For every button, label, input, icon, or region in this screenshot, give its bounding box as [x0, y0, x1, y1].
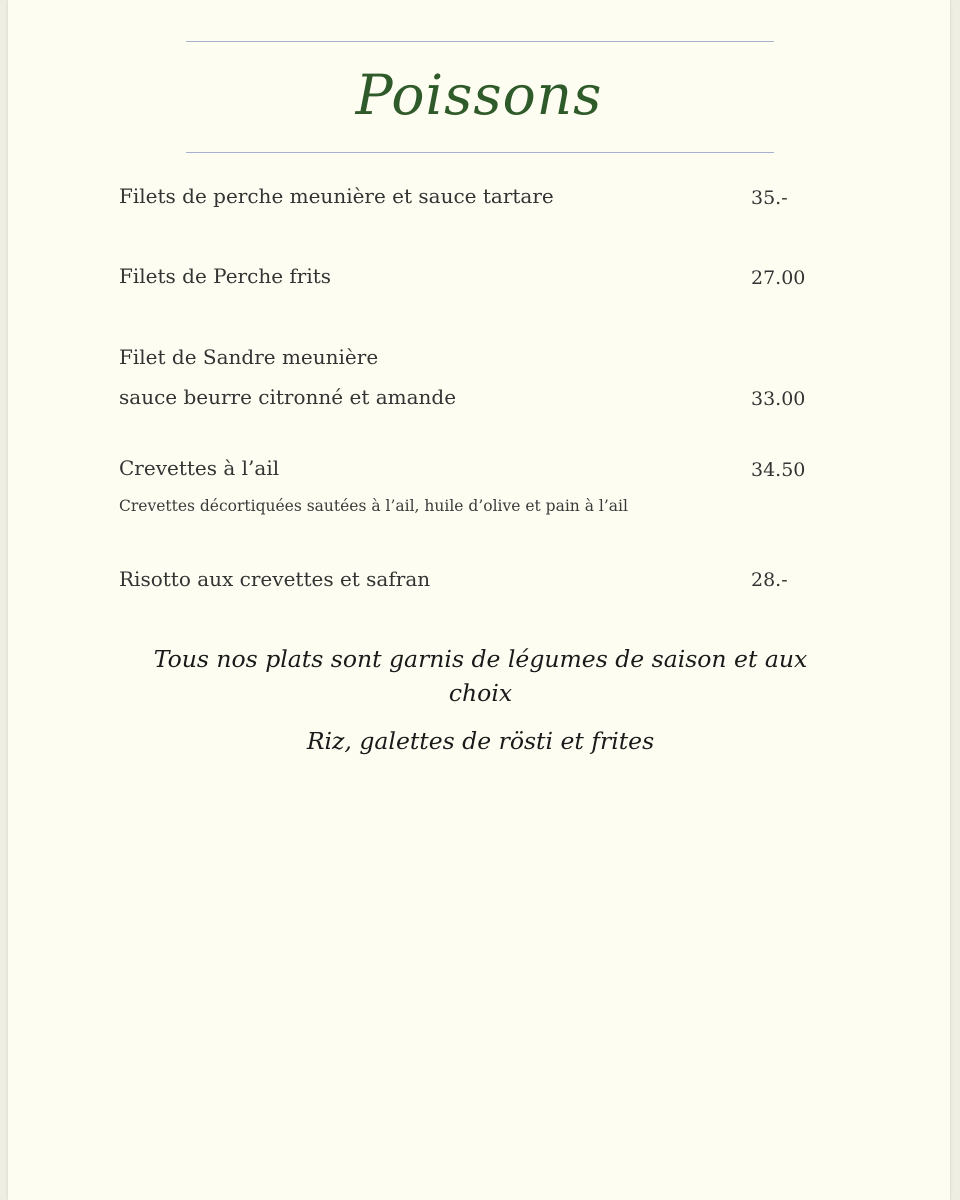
menu-item-price: 35.- [751, 187, 788, 209]
section-title: Poissons [355, 63, 603, 127]
menu-item-name: Filets de perche meunière et sauce tartare [119, 184, 554, 208]
garnish-note: Tous nos plats sont garnis de légumes de saison et aux choix [153, 645, 808, 707]
title-top-rule [186, 41, 774, 42]
menu-item-name: Crevettes à l’ail [119, 456, 280, 480]
menu-item-price: 27.00 [751, 267, 806, 289]
menu-item-price: 34.50 [751, 459, 806, 481]
menu-item-description: Crevettes décortiquées sautées à l’ail, huile d’olive et pain à l’ail [119, 497, 628, 515]
menu-item-name-line2: sauce beurre citronné et amande [119, 385, 457, 409]
menu-item-price: 28.- [751, 569, 788, 591]
menu-item-name: Risotto aux crevettes et safran [119, 567, 431, 591]
menu-page [8, 0, 950, 1200]
title-bottom-rule [186, 152, 774, 153]
sides-note: Riz, galettes de rösti et frites [306, 727, 655, 755]
menu-item-price: 33.00 [751, 388, 806, 410]
menu-item-name: Filets de Perche frits [119, 264, 332, 288]
menu-item-name: Filet de Sandre meunière [119, 345, 379, 369]
